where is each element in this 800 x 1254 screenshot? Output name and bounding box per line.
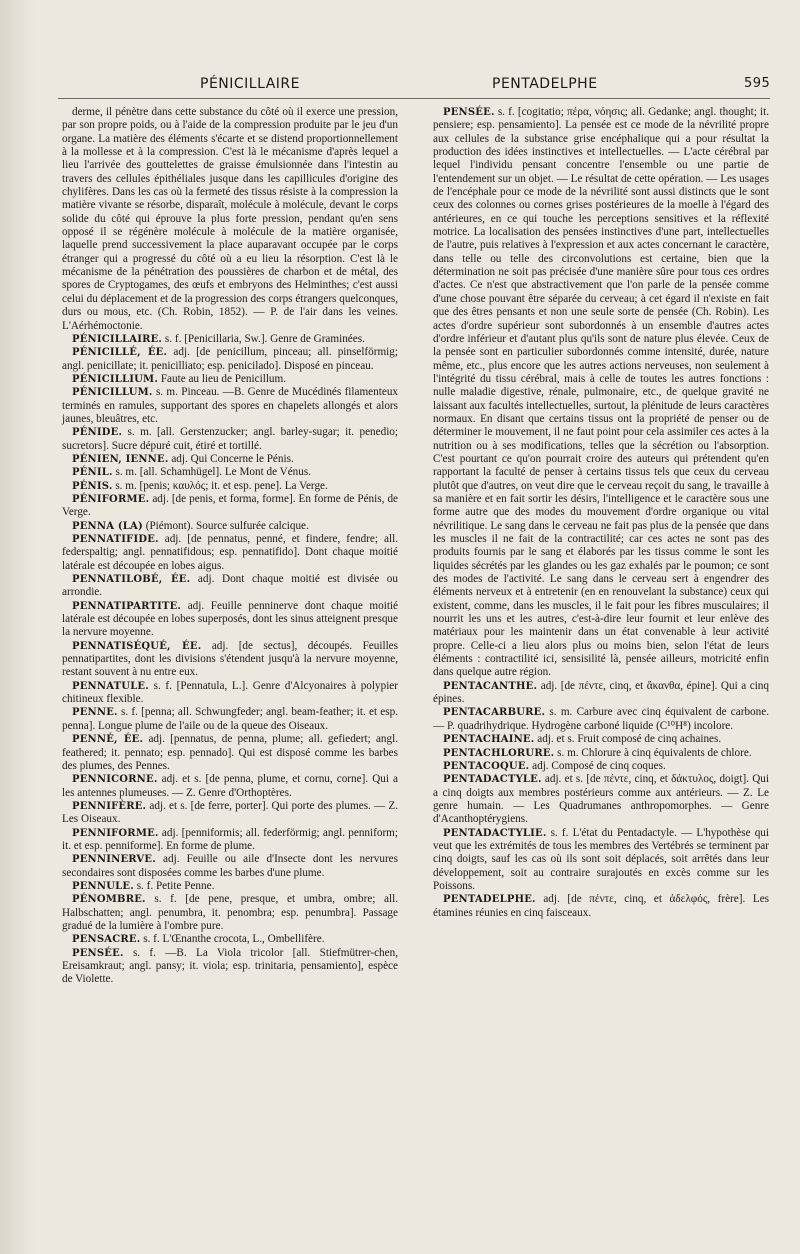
entry-headword: PENNÉ, ÉE.: [72, 734, 144, 746]
entry-text: s. m. Pinceau. —B. Genre de Mucédinés filamenteux terminés en ramules, supportant des spores en chapelets allongés et alors jaunes, bleuâtres, etc.: [62, 386, 399, 425]
dictionary-entry: [62, 573, 398, 600]
entry-headword: PENNIFÈRE.: [72, 800, 147, 812]
dictionary-entry: [62, 706, 398, 733]
entry-headword: PENTACARBURE.: [443, 707, 546, 719]
entry-headword: PÉNICILLÉ, ÉE.: [72, 347, 168, 359]
right-column: [433, 106, 769, 920]
entry-headword: PÉNOMBRE.: [72, 894, 146, 906]
dictionary-entry: [62, 880, 398, 893]
dictionary-entry: [62, 520, 398, 533]
dictionary-entry: [62, 947, 398, 987]
entry-text: s. f. —B. La Viola tricolor [all. Stiefmütrer-chen, Ereisamkraut; angl. pansy; it. viola; esp. trinitaria, pensamiento], espèce de Violette.: [62, 946, 398, 986]
running-head-right: PENTADELPHE: [492, 76, 598, 92]
entry-headword: PENTACHAINE.: [443, 734, 535, 746]
entry-text: s. m. Carbure avec cinq équivalent de carbone. — P. quadrihydrique. Hydrogène carboné liquide (C¹⁰H⁸) incolore.: [433, 706, 770, 732]
entry-text: adj. [de sectus], découpés. Feuilles pennatipartites, dont les divisions s'étendent jusqu'à la nervure moyenne, restant souvent à nu entre eux.: [62, 639, 398, 679]
entry-headword: PENNATIFIDE.: [72, 534, 159, 545]
entry-text: adj. et s. [de πέντε, cinq, et δάκτυλος, doigt]. Qui a cinq doigts aux membres postérieurs comme aux antérieurs. — Z. Le genre humain. — Les Quadrumanes anthropomorphes. — Genre d'Acanthoptérygiens.: [433, 773, 769, 826]
entry-headword: PENNATISÉQUÉ, ÉE.: [72, 640, 202, 652]
running-head-left: PÉNICILLAIRE: [200, 76, 300, 92]
page-number: 595: [744, 76, 771, 91]
entry-headword: PENTACANTHE.: [443, 680, 538, 692]
dictionary-entry: [62, 733, 398, 773]
dictionary-entry: [62, 773, 398, 800]
entry-text: adj. Composé de cinq coques.: [532, 759, 666, 772]
left-column: [62, 106, 398, 987]
dictionary-entry: [433, 680, 769, 707]
dictionary-entry: [62, 933, 398, 946]
dictionary-entry: [62, 853, 398, 880]
entry-headword: PENTACHLORURE.: [443, 747, 555, 759]
entry-text: adj. [pennatus, de penna, plume; all. gefiedert; angl. feathered; it. pennato; esp. pennado]. Qui est disposé comme les barbes des plumes, des Pennes.: [62, 733, 399, 772]
dictionary-entry: [62, 480, 398, 493]
entry-text: s. f. [Penicillaria, Sw.]. Genre de Graminées.: [164, 332, 365, 345]
entry-text: s. m. Chlorure à cinq équivalents de chlore.: [557, 746, 752, 759]
entry-text: s. f. Petite Penne.: [136, 879, 215, 892]
entry-text: s. f. L'Œnanthe crocota, L., Ombellifère.: [143, 933, 325, 946]
dictionary-entry: [62, 453, 398, 466]
entry-headword: PÉNIL.: [72, 467, 113, 479]
entry-text: s. f. [cogitatio; πέρα, νόησις; all. Gedanke; angl. thought; it. pensiere; esp. pensamiento]. La pensée est ce mode de la névrilité propre aux cellules de la substance grise encéphalique qui a pour résultat la production des idées instinctives et intellectuelles. — L'acte cérébral par lequel l'individu pensant concentre l'ensemble ou une partie de l'entendement sur un objet. — Le résultat de cette opération. — Les usages de l'encéphale pour ce mode de la névrilité sont aussi distincts que le sont ceux des colonnes ou cornes grises postérieures de la moelle à l'égard des antérieures, en ce qui touche les perceptions sensitives et la réflexité motrice. La localisation des pensées instinctives d'une part, intellectuelles de l'autre, puis relatives à l'expression et aux actes concernant le caractère, dans telle ou telle des circonvolutions est certaine, bien que la détermination ne soit pas précisée d'une manière sûre pour tous ces ordres d'actes. Ce n'est que abstractivement que l'on parle de la pensée comme d'une chose pouvant être séparée du cerveau; à cet égard il n'existe en fait que des êtres pensants et non une seule sorte de pensée (Ch. Robin). Les actes d'ordre supérieur sont subordonnés à un ensemble d'autres actes d'ordre inférieur et d'autant plus qu'ils sont de nature plus élevée. Ceux de la pensée sont en particulier subordonnés comme intensité, durée, nature même, etc., plus encore que les autres actions nerveuses, non seulement à l'intégrité du tissu cérébral, mais à celle de toutes les autres fonctions : nulle maladie digestive, rénale, pulmonaire, etc., de quelque gravité ne laissant aux facultés intellectuelles, surtout, la plénitude de leurs caractères normaux. En disant que certains tissus ont la propriété de penser ou de déterminer le mouvement, il ne faut point pour cela assimiler ces actes à la nutrition ou à ses modifications, telles que la sécrétion ou l'absorption. C'est pourtant ce qu'on pourrait croire des auteurs qui prétendent qu'en rapportant la faculté de penser à certains tissus tels que ceux du cerveau plutôt que d'autres, on veut dire que le cerveau reçoit du sang, le travaille à sa manière et en fait sortir les désirs, l'intelligence et le caractère sous une forme autre que des modes du mouvement d'ordre organique ou vital névrilitique. Le sang dans le cerveau ne fait pas plus de la pensée que dans les muscles il ne fait de la contractilité; car ces actes ne sont pas des produits fournis par le sang et élaborés par les tissus comme le sont les liquides sécrétés par les glandes ou les gaz exhalés par le poumon; ce sont des modes de l'activité. Le sang dans le cerveau sert à engendrer des éléments nerveux et à entretenir (en en renouvelant la substance) ceux qui existent, comme, dans les muscles, il le fait pour les fibres musculaires; il nourrit les uns et les autres, c'est-à-dire leur fournit et leur enlève des matériaux pour les maintenir dans un état convenable à leur activité propre. Celle-ci a lieu alors plus ou moins bien, selon l'état de leurs éléments : contractilité ici, sensisilité là, pensée ailleurs, motricité enfin dans quelque autre région.: [433, 106, 770, 679]
dictionary-entry: [62, 333, 398, 346]
dictionary-entry: [433, 773, 769, 826]
dictionary-entry: [433, 760, 769, 773]
dictionary-entry: [62, 373, 398, 386]
entry-text: adj. Qui Concerne le Pénis.: [171, 452, 294, 465]
dictionary-entry: [62, 426, 398, 453]
entry-text: s. f. [de pene, presque, et umbra, ombre; all. Halbschatten; angl. penumbra, it. penombra; esp. penumbra]. Passage gradué de la lumière à l'ombre pure.: [62, 893, 398, 932]
entry-headword: PENNATIPARTITE.: [72, 600, 182, 612]
entry-headword: PENNULE.: [72, 880, 134, 892]
entry-text: derme, il pénètre dans cette substance du côté où il exerce une pression, par son propre poids, ou à l'aide de la compression produite par le jeu d'un organe. La matière des éléments s'écarte et se distend proportionnellement à la mollesse et à la compression. C'est là le mécanisme d'après lequel a lieu l'arrivée des gouttelettes de graisse émulsionnée dans l'intestin au travers des cellules épithéliales jusque dans les capillicules d'origine des chylifères. Dans les cas où la fermeté des tissus résiste à la compression la matière vivante se résorbe, disparaît, molécule à molécule, devant le corps solide du côté qui éprouve la plus forte pression, pendant qu'en sens opposé il se régénère molécule à molécule de la matière organisée, laquelle prend successivement la place auparavant occupée par le corps étranger qui a progressé du côté où a eu lieu la résorption. C'est là le mécanisme de la pénétration des poussières de charbon et de métal, des spores de Cryptogames, des œufs et embryons des Helminthes; c'est aussi celui du déplacement et de la progression des corps étrangers quelconques, durs ou mous, etc. (Ch. Robin, 1852). — P. de l'air dans les veines. L'Aérhémoctonie.: [62, 106, 398, 332]
entry-text: adj. Dont chaque moitié est divisée ou arrondie.: [62, 573, 398, 599]
entry-text: s. m. [all. Schamhügel]. Le Mont de Vénus.: [115, 466, 312, 479]
entry-text: adj. [de penis, et forma, forme]. En forme de Pénis, de Verge.: [62, 492, 399, 519]
dictionary-entry: [433, 706, 769, 733]
entry-headword: PÉNIDE.: [72, 427, 123, 439]
dictionary-entry: [62, 346, 398, 373]
dictionary-entry: [433, 733, 769, 746]
dictionary-entry: [62, 893, 398, 933]
entry-headword: PENTADACTYLIE.: [443, 827, 547, 839]
entry-text: s. f. [Pennatula, L.]. Genre d'Alcyonaires à polypier chitineux flexible.: [62, 679, 398, 706]
entry-headword: PENTACOQUE.: [443, 760, 530, 772]
dictionary-entry: [62, 800, 398, 827]
entry-headword: PENNE.: [72, 707, 118, 719]
entry-text: (Piémont). Source sulfurée calcique.: [145, 519, 309, 532]
dictionary-entry: [62, 640, 398, 680]
entry-text: adj. [de πέντε, cinq, et ἄκανθα, épine]. Qui a cinq épines.: [433, 679, 769, 706]
entry-text: adj. [de πέντε, cinq, et ἀδελφός, frère]. Les étamines réunies en cinq faisceaux.: [433, 893, 770, 919]
dictionary-entry: [62, 106, 398, 333]
entry-headword: PÉNICILLIUM.: [72, 373, 159, 385]
entry-headword: PENTADELPHE.: [443, 894, 536, 906]
entry-headword: PENNA (LA): [72, 520, 143, 532]
entry-text: adj. et s. Fruit composé de cinq achaines.: [537, 733, 722, 746]
entry-text: adj. [penniformis; all. federförmig; angl. penniform; it. et esp. penniforme]. En forme de plume.: [62, 826, 398, 852]
entry-headword: PÉNIFORME.: [72, 493, 150, 505]
entry-headword: PENNINERVE.: [72, 854, 156, 866]
entry-headword: PÉNICILLAIRE.: [72, 333, 163, 345]
entry-headword: PENSÉE.: [443, 107, 495, 118]
entry-headword: PENNATULE.: [72, 680, 149, 692]
dictionary-entry: [62, 533, 398, 573]
dictionary-entry: [433, 747, 769, 760]
entry-text: s. m. [all. Gerstenzucker; angl. barley-sugar; it. penedio; sucretors]. Sucre dépuré cuit, étiré et tortillé.: [62, 426, 398, 452]
entry-headword: PENTADACTYLE.: [443, 774, 542, 786]
entry-text: adj. [de pennatus, penné, et findere, fendre; all. federspaltig; angl. pennatifidous; esp. pennatifido]. Dont chaque moitié latérale est découpée en lobes aigus.: [62, 533, 398, 572]
dictionary-entry: [62, 680, 398, 707]
entry-text: s. f. [penna; all. Schwungfeder; angl. beam-feather; it. et esp. penna]. Longue plume de l'aile ou de la queue des Oiseaux.: [62, 706, 399, 732]
entry-headword: PENNATILOBÉ, ÉE.: [72, 574, 191, 586]
entry-text: s. f. L'état du Pentadactyle. — L'hypothèse qui veut que les extrémités de tous les membres des Vertébrés se terminent par cinq doigts, sauf les cas où ils sont soit déplacés, soit arrêtés dans leur développement, soit au contraire surajoutés en excès comme sur les Poissons.: [433, 826, 769, 892]
entry-headword: PENNICORNE.: [72, 774, 158, 786]
header-rule: [58, 98, 770, 99]
dictionary-entry: [62, 827, 398, 854]
entry-text: adj. Feuille ou aile d'Insecte dont les nervures secondaires sont disposées comme les barbes d'une plume.: [62, 853, 398, 879]
entry-headword: PENSACRE.: [72, 934, 141, 946]
entry-text: Faute au lieu de Penicillum.: [160, 372, 287, 385]
dictionary-entry: [433, 106, 769, 680]
entry-text: adj. et s. [de penna, plume, et cornu, corne]. Qui a les antennes plumeuses. — Z. Genre d'Orthoptères.: [62, 773, 399, 799]
dictionary-entry: [62, 466, 398, 479]
dictionary-entry: [433, 827, 769, 894]
entry-text: adj. [de penicillum, pinceau; all. pinselförmig; angl. penicillate; it. penicilliato; esp. penicilado]. Disposé en pinceau.: [62, 346, 398, 372]
entry-headword: PÉNICILLUM.: [72, 387, 153, 399]
dictionary-entry: [433, 893, 769, 920]
dictionary-entry: [62, 600, 398, 640]
entry-headword: PENSÉE.: [72, 947, 124, 959]
dictionary-entry: [62, 493, 398, 520]
entry-text: adj. Feuille penninerve dont chaque moitié latérale est découpée en lobes superposés, dont les sinus atteignent presque la nervure moyenne.: [62, 599, 399, 639]
dictionary-entry: [62, 386, 398, 426]
entry-headword: PÉNIS.: [72, 480, 113, 492]
entry-headword: PENNIFORME.: [72, 827, 159, 839]
binding-gutter: [0, 0, 38, 1254]
entry-text: s. m. [penis; καυλός; it. et esp. pene]. La Verge.: [115, 479, 328, 492]
entry-headword: PÉNIEN, IENNE.: [72, 453, 169, 465]
entry-text: adj. et s. [de ferre, porter]. Qui porte des plumes. — Z. Les Oiseaux.: [62, 799, 398, 826]
